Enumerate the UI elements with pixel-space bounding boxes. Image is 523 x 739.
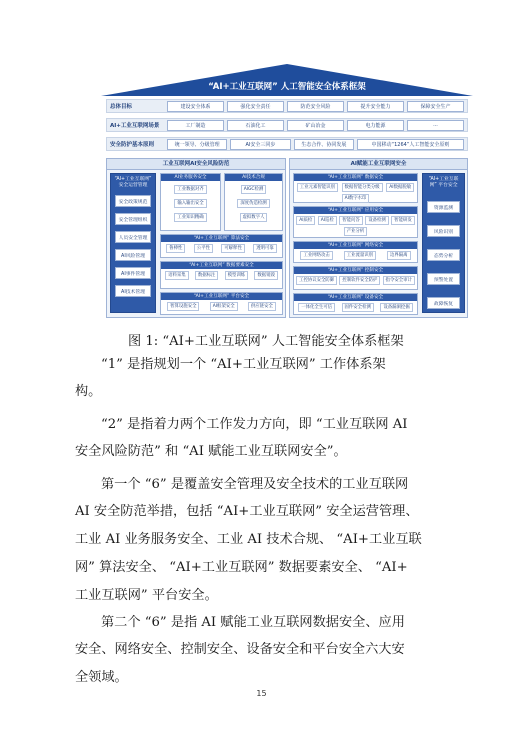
band-cell: 工厂制造 bbox=[167, 120, 224, 131]
group-box bbox=[293, 173, 418, 203]
group-chip: 语料采集 bbox=[165, 271, 189, 280]
group-head: “AI+工业互联网” 数据安全 bbox=[294, 174, 417, 181]
column-item: AI技术管理 bbox=[115, 285, 151, 297]
band-scenarios bbox=[106, 118, 468, 132]
column-item: 风险识别 bbox=[427, 225, 460, 237]
group-chip: AI框架安全 bbox=[210, 302, 238, 311]
paragraph-line: 全领域。 bbox=[75, 670, 128, 685]
group-chip: 数据标注 bbox=[195, 271, 219, 280]
paragraph-line: 工业 AI 业务服务安全、工业 AI 技术合规、 “AI+工业互联 bbox=[75, 532, 422, 547]
group-chip: 输入输出安全 bbox=[174, 199, 206, 208]
group-box bbox=[224, 173, 283, 231]
column-head: “AI+工业互联网” 平台安全 bbox=[428, 177, 459, 188]
group-chip: 设备漏洞挖掘 bbox=[380, 303, 412, 312]
figure-caption: 图 1: “AI+工业互联网” 人工智能安全体系框架 bbox=[128, 334, 404, 349]
group-chip: 透明可靠 bbox=[253, 244, 277, 253]
paragraph-line: 安全、网络安全、控制安全、设备安全和平台安全六大安 bbox=[75, 642, 405, 657]
band-cell: 提升安全能力 bbox=[347, 101, 404, 112]
group-chip: 模型训练 bbox=[225, 271, 249, 280]
group-chip: 深度伪造检测 bbox=[237, 199, 269, 208]
paragraph-line: 第一个 “6” 是覆盖安全管理及安全技术的工业互联网 bbox=[101, 477, 409, 492]
group-chip: AI数字水印 bbox=[342, 194, 370, 203]
group-chip: 虚拟数字人 bbox=[240, 213, 268, 222]
right-panel bbox=[289, 158, 468, 318]
band-cell: AI安全三同步 bbox=[230, 139, 290, 150]
group-chip: 智算设施安全 bbox=[167, 302, 199, 311]
group-chip: AI巡检 bbox=[318, 216, 337, 225]
group-chip: AI数据脱敏 bbox=[386, 183, 414, 192]
column-head: “AI+工业互联网” 安全运营管理 bbox=[114, 177, 152, 188]
band-cell: 保障安全生产 bbox=[407, 101, 464, 112]
group-head: “AI+工业互联网” 网络安全 bbox=[294, 242, 417, 249]
column-item: 人员安全管理 bbox=[115, 231, 151, 243]
band-cell: ... bbox=[407, 120, 464, 131]
ops-column bbox=[110, 173, 156, 313]
band-principles bbox=[106, 137, 468, 151]
panel-title: AI赋能工业互联网安全 bbox=[290, 159, 467, 170]
group-chip: 控制软件安全防护 bbox=[339, 276, 380, 285]
group-head: “AI+工业互联网” 数据要素安全 bbox=[161, 262, 282, 269]
group-chip: 数据销毁 bbox=[254, 271, 278, 280]
panel-title: 工业互联网AI安全风险防范 bbox=[107, 159, 285, 170]
paragraph-line: 第二个 “6” 是指 AI 赋能工业互联网数据安全、应用 bbox=[101, 615, 405, 630]
group-chip: 产业分析 bbox=[344, 227, 368, 236]
group-chip: AI质检 bbox=[296, 216, 315, 225]
group-chip: 一体化全生可信 bbox=[298, 303, 335, 312]
paragraph-line: “2” 是指着力两个工作发力方向，即 “工业互联网 AI bbox=[101, 417, 408, 432]
paragraph-line: 安全风险防范” 和 “AI 赋能工业互联网安全”。 bbox=[75, 444, 347, 459]
band-goals bbox=[106, 99, 468, 113]
column-item: 安全管理组织 bbox=[115, 213, 151, 225]
group-chip: 工业数据对齐 bbox=[174, 185, 206, 194]
band-cell: 电力能源 bbox=[347, 120, 404, 131]
group-chip: 工业元素智能识别 bbox=[297, 183, 338, 192]
group-head: “AI+工业互联网” 算法安全 bbox=[161, 235, 282, 242]
group-head: AI技术合规 bbox=[225, 174, 282, 181]
framework-figure bbox=[101, 62, 473, 319]
platform-column bbox=[422, 173, 465, 313]
group-chip: 数据智能分类分级 bbox=[342, 183, 383, 192]
group-chip: 指令安全审计 bbox=[383, 276, 415, 285]
group-chip: 公平性 bbox=[194, 244, 213, 253]
group-chip: 工业网络攻击 bbox=[300, 251, 332, 260]
group-chip: 工控协议安全防御 bbox=[296, 276, 337, 285]
group-box bbox=[293, 206, 418, 238]
group-chip: 智能研发 bbox=[391, 216, 415, 225]
column-item: 故障恢复 bbox=[427, 297, 460, 309]
column-item: AI风险管理 bbox=[115, 249, 151, 261]
band-cell: 中国移动“1264”人工智能安全原则 bbox=[357, 139, 464, 150]
left-panel bbox=[106, 158, 286, 318]
group-chip: 供应链安全 bbox=[248, 302, 276, 311]
band-label: AI+工业互联网场景 bbox=[110, 123, 160, 129]
group-chip: 工业流量识别 bbox=[344, 251, 376, 260]
page-number: 15 bbox=[256, 689, 267, 698]
figure-title: “AI+工业互联网” 人工智能安全体系框架 bbox=[208, 82, 366, 92]
group-chip: 设备检测 bbox=[365, 216, 389, 225]
group-box bbox=[160, 234, 283, 258]
band-cell: 强化安全责任 bbox=[227, 101, 284, 112]
group-box bbox=[293, 241, 418, 263]
column-item: 预警处置 bbox=[427, 273, 460, 285]
band-cell: 统一领导、分级管理 bbox=[167, 139, 227, 150]
group-chip: 固件安全检测 bbox=[342, 303, 374, 312]
band-cell: 矿山冶金 bbox=[287, 120, 344, 131]
paragraph-line: 网” 算法安全、 “AI+工业互联网” 数据要素安全、 “AI+ bbox=[75, 560, 408, 575]
paragraph-line: 构。 bbox=[75, 384, 102, 399]
paragraph-line: AI 安全防范举措，包括 “AI+工业互联网” 安全运营管理、 bbox=[75, 504, 419, 519]
group-chip: 鲁棒性 bbox=[166, 244, 185, 253]
group-box bbox=[160, 261, 283, 289]
group-chip: AIGC检测 bbox=[241, 185, 267, 194]
column-item: AI事件管理 bbox=[115, 267, 151, 279]
band-label: 安全防护基本原则 bbox=[110, 142, 155, 148]
paragraph-line: “1” 是指规划一个 “AI+工业互联网” 工作体系架 bbox=[101, 357, 386, 372]
group-chip: 边界隔离 bbox=[387, 251, 411, 260]
group-chip: 智能问答 bbox=[339, 216, 363, 225]
group-chip: 工业知识精确 bbox=[174, 213, 206, 222]
column-item: 安全政策规范 bbox=[115, 195, 151, 207]
group-box bbox=[293, 266, 418, 290]
band-cell: 生态合作、协同发展 bbox=[294, 139, 354, 150]
group-chip: 可解释性 bbox=[221, 244, 245, 253]
group-head: “AI+工业互联网” 平台安全 bbox=[161, 293, 282, 300]
group-box bbox=[293, 293, 418, 315]
band-label: 总体目标 bbox=[110, 104, 133, 110]
group-head: AI业务服务安全 bbox=[161, 174, 220, 181]
group-box bbox=[160, 173, 221, 231]
column-item: 资源监测 bbox=[427, 201, 460, 213]
group-head: “AI+工业互联网” 应用安全 bbox=[294, 207, 417, 214]
band-cell: 建设安全体系 bbox=[167, 101, 224, 112]
band-cell: 石油化工 bbox=[227, 120, 284, 131]
paragraph-line: 工业互联网” 平台安全。 bbox=[75, 588, 218, 603]
group-box bbox=[160, 292, 283, 315]
group-head: “AI+工业互联网” 设备安全 bbox=[294, 294, 417, 301]
column-item: 态势分析 bbox=[427, 249, 460, 261]
group-head: “AI+工业互联网” 控制安全 bbox=[294, 267, 417, 274]
band-cell: 防范安全风险 bbox=[287, 101, 344, 112]
